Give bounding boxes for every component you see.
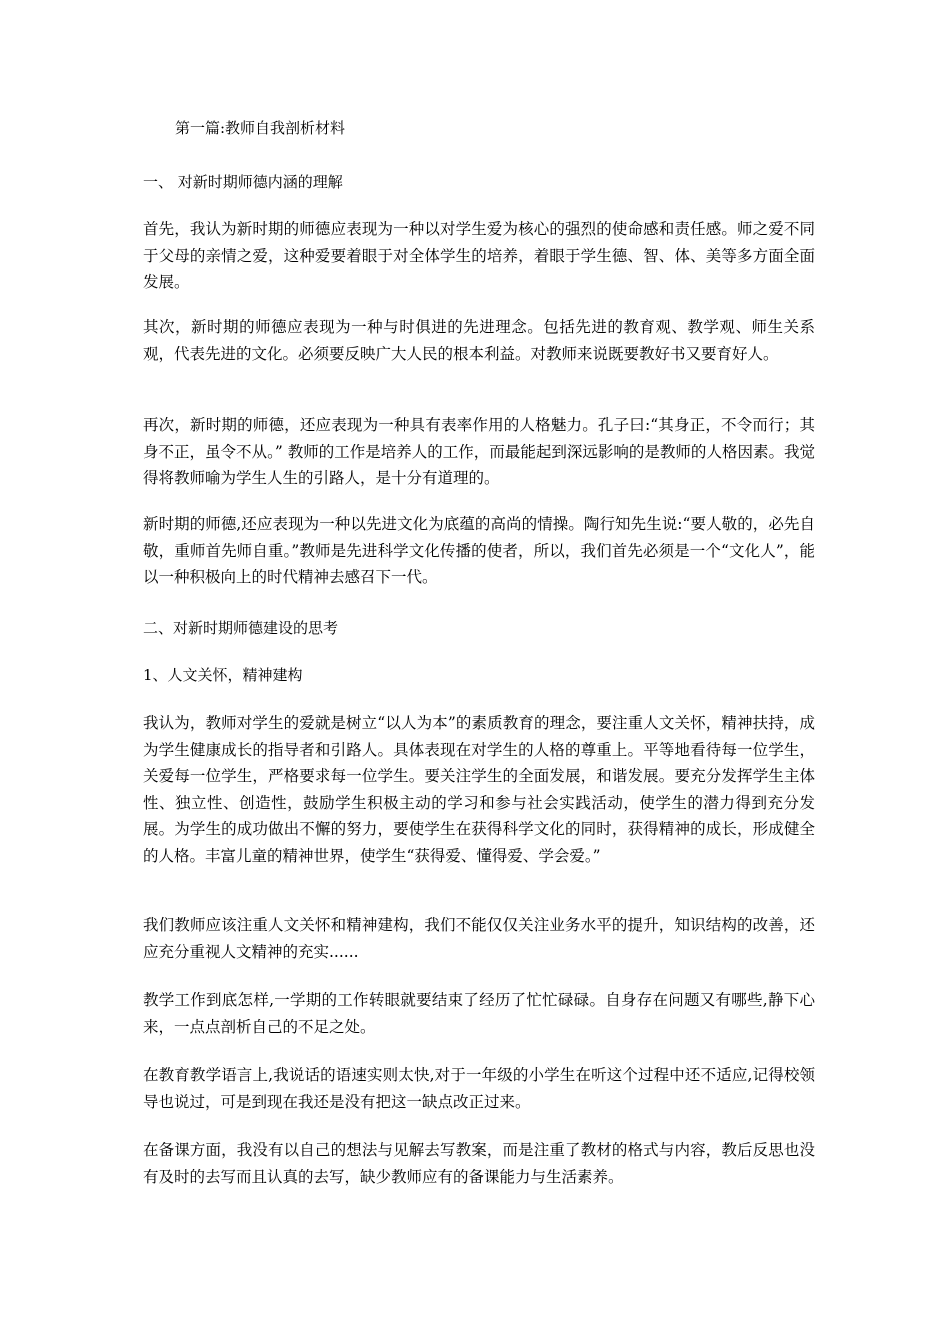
paragraph-3: 再次，新时期的师德，还应表现为一种具有表率作用的人格魅力。孔子曰:“其身正，不令而行；其身不正，虽令不从。” 教师的工作是培养人的工作，而最能起到深远影响的是教师的人格因素。我觉得将教师喻为学生人生的引路人，是十分有道理的。 <box>143 416 815 487</box>
subsection-heading-1: 1、人文关怀，精神建构 <box>143 666 303 684</box>
section-heading-2: 二、对新时期师德建设的思考 <box>143 619 339 637</box>
paragraph-5: 我认为，教师对学生的爱就是树立“以人为本”的素质教育的理念，要注重人文关怀，精神扶持，成为学生健康成长的指导者和引路人。具体表现在对学生的人格的尊重上。平等地看待每一位学生，关爱每一位学生，严格要求每一位学生。要关注学生的全面发展，和谐发展。要充分发挥学生主体性、独立性、创造性，鼓励学生积极主动的学习和参与社会实践活动，使学生的潜力得到充分发展。为学生的成功做出不懈的努力，要使学生在获得科学文化的同时，获得精神的成长，形成健全的人格。丰富儿童的精神世界，使学生“获得爱、懂得爱、学会爱。” <box>143 714 815 865</box>
paragraph-6: 我们教师应该注重人文关怀和精神建构，我们不能仅仅关注业务水平的提升，知识结构的改善，还应充分重视人文精神的充实...... <box>143 916 815 961</box>
paragraph-7: 教学工作到底怎样,一学期的工作转眼就要结束了经历了忙忙碌碌。自身存在问题又有哪些,静下心来，一点点剖析自己的不足之处。 <box>143 991 815 1036</box>
paragraph-8: 在教育教学语言上,我说话的语速实则太快,对于一年级的小学生在听这个过程中还不适应,记得校领导也说过，可是到现在我还是没有把这一缺点改正过来。 <box>143 1066 815 1111</box>
paragraph-4: 新时期的师德,还应表现为一种以先进文化为底蕴的高尚的情操。陶行知先生说:“要人敬的，必先自敬，重师首先师自重。”教师是先进科学文化传播的使者，所以，我们首先必须是一个“文化人”，能以一种积极向上的时代精神去感召下一代。 <box>143 515 815 586</box>
paragraph-2: 其次，新时期的师德应表现为一种与时俱进的先进理念。包括先进的教育观、教学观、师生关系观，代表先进的文化。必须要反映广大人民的根本利益。对教师来说既要教好书又要育好人。 <box>143 318 815 363</box>
paragraph-1: 首先，我认为新时期的师德应表现为一种以对学生爱为核心的强烈的使命感和责任感。师之爱不同于父母的亲情之爱，这种爱要着眼于对全体学生的培养，着眼于学生德、智、体、美等多方面全面发展。 <box>143 220 815 291</box>
section-heading-1: 一、 对新时期师德内涵的理解 <box>143 173 343 191</box>
paragraph-9: 在备课方面，我没有以自己的想法与见解去写教案，而是注重了教材的格式与内容，教后反思也没有及时的去写而且认真的去写，缺少教师应有的备课能力与生活素养。 <box>143 1141 815 1186</box>
document-title: 第一篇:教师自我剖析材料 <box>175 119 346 137</box>
